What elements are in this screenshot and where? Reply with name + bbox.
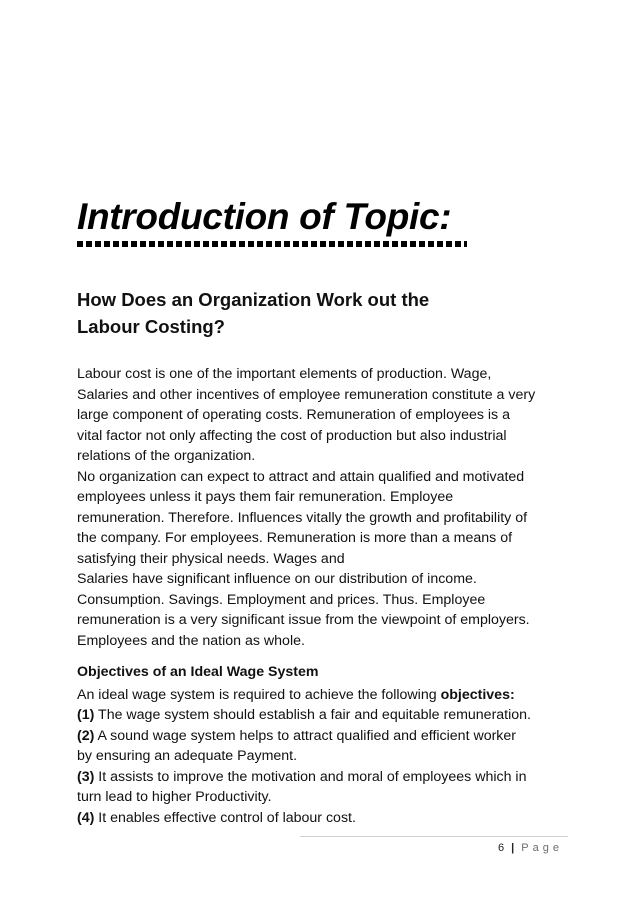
objective-number: (1) <box>77 707 95 723</box>
footer-divider <box>300 836 568 837</box>
body-line: Salaries have significant influence on our distribution of income. <box>77 571 477 587</box>
objective-text: It assists to improve the motivation and moral of employees which in <box>98 768 527 785</box>
footer-separator: | <box>511 842 517 854</box>
body-line: vital factor not only affecting the cost of production but also industrial <box>77 427 507 444</box>
body-line: Employees and the nation as whole. <box>77 632 305 649</box>
objective-item-3-continued: turn lead to higher Productivity. <box>77 789 272 805</box>
objective-item-2-continued: by ensuring an adequate Payment. <box>77 748 298 764</box>
body-line: relations of the organization. <box>77 448 256 464</box>
objective-item-3 <box>77 767 567 788</box>
page-label: Page <box>521 842 563 854</box>
body-line: remuneration. Therefore. Influences vitally the growth and profitability of <box>77 509 528 526</box>
objectives-intro-bold: objectives: <box>440 686 515 703</box>
body-line: the company. For employees. Remuneration is more than a means of <box>77 530 513 546</box>
objectives-intro-text: An ideal wage system is required to achieve the following <box>77 686 441 703</box>
objective-number: (3) <box>77 768 95 785</box>
body-line: large component of operating costs. Remuneration of employees is a <box>77 407 510 423</box>
body-line: Consumption. Savings. Employment and prices. Thus. Employee <box>77 591 486 608</box>
objectives-heading: Objectives of an Ideal Wage System <box>77 664 319 680</box>
page-footer <box>498 842 563 854</box>
section-heading-line-2: Labour Costing? <box>77 316 225 337</box>
objective-text: The wage system should establish a fair and equitable remuneration. <box>98 707 531 723</box>
objective-item-4 <box>77 808 567 829</box>
objectives-intro <box>77 685 567 706</box>
body-line: No organization can expect to attract and attain qualified and motivated <box>77 468 525 485</box>
title-dashed-underline <box>77 241 467 247</box>
objectives-section <box>77 662 567 828</box>
objective-number: (4) <box>77 809 95 826</box>
body-line: satisfying their physical needs. Wages and <box>77 550 345 567</box>
objective-item-1 <box>77 705 567 726</box>
objective-text: It enables effective control of labour cost. <box>98 809 356 826</box>
objective-text: A sound wage system helps to attract qualified and efficient worker <box>97 727 517 744</box>
objective-item-2 <box>77 726 567 747</box>
body-paragraph <box>77 364 567 651</box>
body-line: employees unless it pays them fair remuneration. Employee <box>77 489 454 505</box>
body-line: Labour cost is one of the important elements of production. Wage, <box>77 366 492 382</box>
body-line: Salaries and other incentives of employee remuneration constitute a very <box>77 386 536 403</box>
objective-number: (2) <box>77 727 95 744</box>
body-line: remuneration is a very significant issue from the viewpoint of employers. <box>77 612 530 628</box>
page-number: 6 <box>497 842 507 854</box>
page-title: Introduction of Topic: <box>77 196 452 237</box>
section-heading <box>77 286 547 340</box>
section-heading-line-1: How Does an Organization Work out the <box>77 289 430 310</box>
